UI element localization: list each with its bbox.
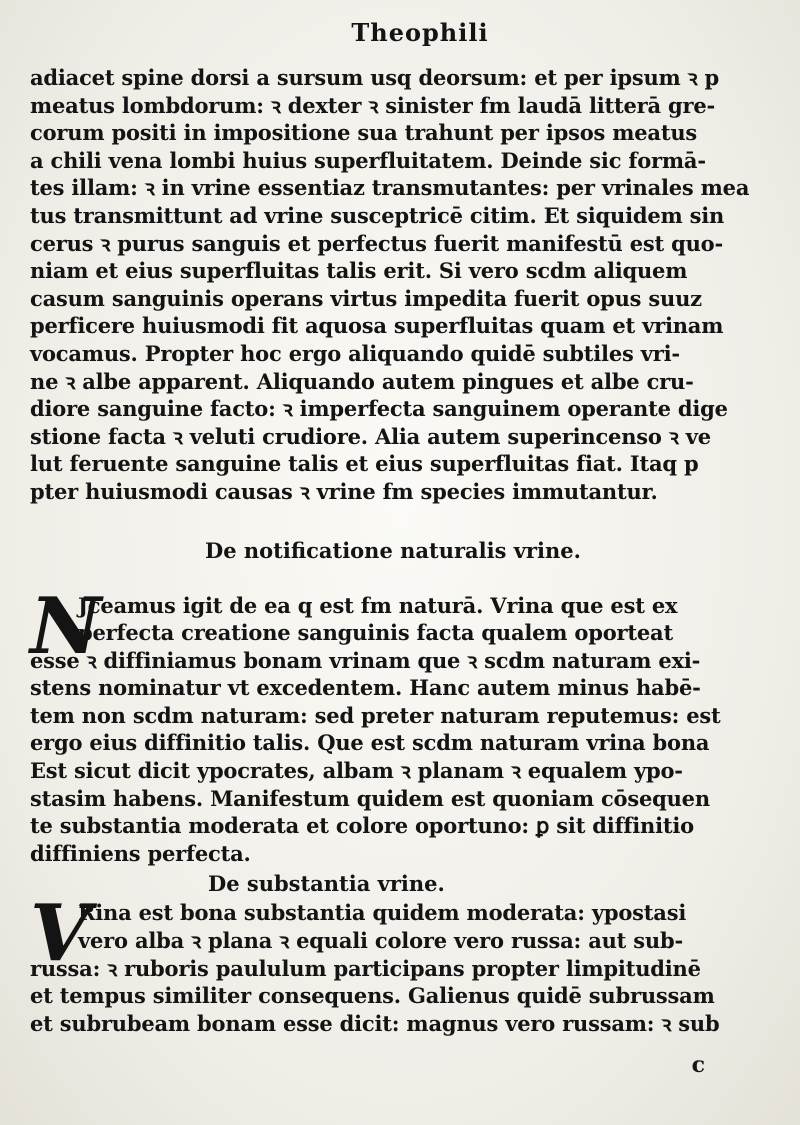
section-heading-natural-urine: De notificatione naturalis vrine.: [205, 537, 581, 563]
catchword: c: [691, 1052, 705, 1078]
text-line: ergo eius diffinitio talis. Que est scdm naturam vrina bona: [30, 730, 710, 756]
text-line: stens nominatur vt excedentem. Hanc autem minus habē-: [30, 675, 701, 701]
text-line: adiacet spine dorsi a sursum usq deorsum: et per ipsum ꝛ p: [30, 65, 720, 90]
text-line: stasim habens. Manifestum quidem est quoniam cōsequen: [30, 785, 710, 811]
text-line: esse ꝛ diffiniamus bonam vrinam que ꝛ scdm naturam exi-: [30, 647, 701, 673]
text-line: ne ꝛ albe apparent. Aliquando autem pingues et albe cru-: [30, 368, 694, 394]
drop-cap-initial: V: [30, 888, 91, 980]
text-line: et tempus similiter consequens. Galienus quidē subrussam: [30, 983, 715, 1009]
text-line: russa: ꝛ ruboris paululum participans propter limpitudinē: [30, 955, 701, 981]
running-head: Theophili: [351, 18, 489, 47]
paragraph-lines: [30, 899, 765, 1037]
text-line: corum positi in impositione sua trahunt per ipsos meatus: [30, 120, 698, 146]
text-line: Est sicut dicit ypocrates, albam ꝛ planam ꝛ equalem ypo-: [30, 758, 683, 784]
text-line: pter huiusmodi causas ꝛ vrine fm species immutantur.: [30, 478, 658, 504]
text-line: diffiniens perfecta.: [30, 840, 251, 866]
text-line: diore sanguine facto: ꝛ imperfecta sanguinem operante dige: [30, 396, 728, 422]
text-line: vero alba ꝛ plana ꝛ equali colore vero russa: aut sub-: [78, 928, 683, 954]
drop-cap-initial: N: [30, 580, 102, 672]
text-line: tem non scdm naturam: sed preter naturam reputemus: est: [30, 702, 721, 728]
paragraph-natural-urine: [30, 580, 765, 868]
paragraph-lines: [30, 592, 765, 868]
text-block: [30, 64, 765, 1037]
text-line: perficere huiusmodi fit aquosa superfluitas quam et vrinam: [30, 313, 724, 339]
text-line: casum sanguinis operans virtus impedita fuerit opus suuz: [30, 285, 702, 311]
text-line: Rina est bona substantia quidem moderata: ypostasi: [78, 900, 687, 926]
text-line: tus transmittunt ad vrine susceptricē citim. Et siquidem sin: [30, 202, 725, 228]
text-line: lut feruente sanguine talis et eius superfluitas fiat. Itaq p: [30, 451, 699, 477]
section-heading-substance: De substantia vrine.: [208, 871, 445, 897]
paragraph-urine-formation: [30, 64, 765, 506]
text-line: perfecta creatione sanguinis facta qualem oporteat: [78, 620, 673, 646]
text-line: a chili vena lombi huius superfluitatem. Deinde sic formā-: [30, 147, 706, 173]
text-line: niam et eius superfluitas talis erit. Si vero scdm aliquem: [30, 258, 688, 284]
text-line: stione facta ꝛ veluti crudiore. Alia autem superincenso ꝛ ve: [30, 423, 711, 449]
text-line: Jceamus igit de ea q est fm naturā. Vrina que est ex: [78, 592, 678, 618]
text-line: vocamus. Propter hoc ergo aliquando quidē subtiles vri-: [30, 340, 680, 366]
paragraph-substance: [30, 888, 765, 1037]
text-line: te substantia moderata et colore oportuno: ꝑ sit diffinitio: [30, 813, 694, 839]
text-line: tes illam: ꝛ in vrine essentiaz transmutantes: per vrinales mea: [30, 175, 750, 201]
text-line: cerus ꝛ purus sanguis et perfectus fuerit manifestū est quo-: [30, 230, 723, 256]
text-line: meatus lombdorum: ꝛ dexter ꝛ sinister fm laudā litterā gre-: [30, 92, 716, 118]
text-line: et subrubeam bonam esse dicit: magnus vero russam: ꝛ sub: [30, 1010, 720, 1036]
